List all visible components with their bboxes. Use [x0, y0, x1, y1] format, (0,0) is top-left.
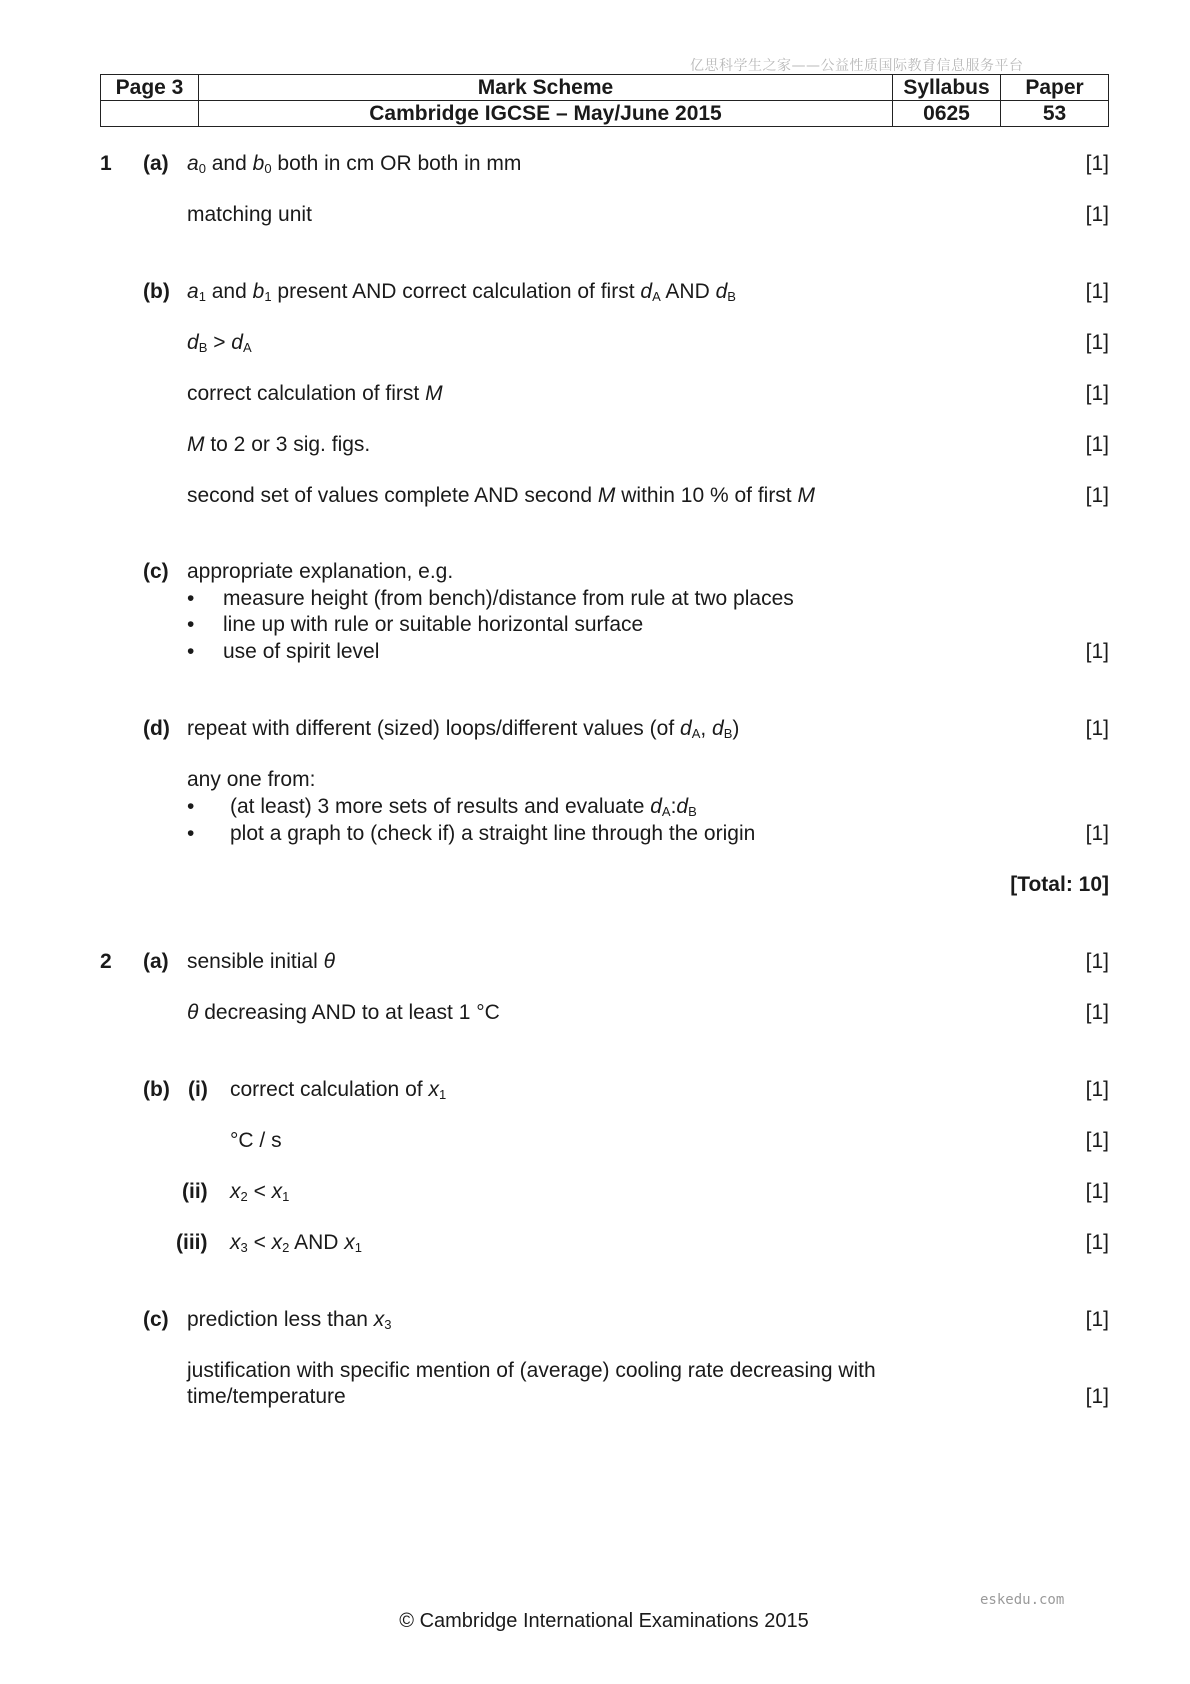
answer-text: repeat with different (sized) loops/different values (of $d_A$, $d_B$) [187, 717, 740, 741]
answer-text: sensible initial θ [187, 950, 335, 973]
answer-text: M to 2 or 3 sig. figs. [187, 433, 371, 456]
header-subtitle: Cambridge IGCSE – May/June 2015 [199, 101, 893, 127]
answer-text: θ decreasing AND to at least 1 °C [187, 1001, 500, 1024]
part-label: (b) [143, 280, 170, 303]
bullet-text: use of spirit level [223, 640, 380, 663]
part-label: (a) [143, 950, 169, 973]
bullet-icon: • [187, 640, 195, 663]
answer-text: $x_2 < x_1$ [230, 1180, 290, 1204]
part-label: (a) [143, 152, 169, 175]
bullet-icon: • [187, 613, 195, 636]
header-blank [101, 101, 199, 127]
question-number: 1 [100, 152, 112, 175]
header-page: Page 3 [101, 75, 199, 101]
bullet-icon: • [187, 822, 195, 845]
answer-text: $a_0$ and $b_0$ both in cm OR both in mm [187, 152, 522, 176]
watermark-top: 亿思科学生之家——公益性质国际教育信息服务平台 [690, 58, 1024, 74]
mark: [1] [1085, 1385, 1109, 1408]
bullet-icon: • [187, 795, 195, 818]
part-label: (c) [143, 1308, 169, 1331]
answer-text: °C / s [230, 1129, 282, 1152]
bullet-text: plot a graph to (check if) a straight line through the origin [230, 822, 756, 845]
total-marks: [Total: 10] [1010, 873, 1109, 896]
header-paper: 53 [1001, 101, 1109, 127]
answer-text: time/temperature [187, 1385, 346, 1408]
mark: [1] [1085, 1001, 1109, 1024]
answer-text: $d_B > d_A$ [187, 331, 252, 355]
answer-text: matching unit [187, 203, 312, 226]
mark: [1] [1085, 1078, 1109, 1101]
part-label: (d) [143, 717, 170, 740]
mark: [1] [1085, 152, 1109, 175]
bullet-text: measure height (from bench)/distance from rule at two places [223, 587, 794, 610]
bullet-text: (at least) 3 more sets of results and evaluate $d_A:d_B$ [230, 795, 697, 819]
mark: [1] [1085, 717, 1109, 740]
answer-text: any one from: [187, 768, 316, 791]
answer-text: prediction less than $x_3$ [187, 1308, 392, 1332]
watermark-bottom: eskedu.com [980, 1592, 1065, 1608]
mark: [1] [1085, 1129, 1109, 1152]
header-title: Mark Scheme [199, 75, 893, 101]
subpart-label: (ii) [182, 1180, 208, 1203]
part-label: (b) [143, 1078, 170, 1101]
mark: [1] [1085, 382, 1109, 405]
question-number: 2 [100, 950, 112, 973]
bullet-text: line up with rule or suitable horizontal surface [223, 613, 644, 636]
answer-text: appropriate explanation, e.g. [187, 560, 454, 583]
mark: [1] [1085, 640, 1109, 663]
mark: [1] [1085, 1308, 1109, 1331]
mark: [1] [1085, 331, 1109, 354]
answer-text: $x_3 < x_2$ AND $x_1$ [230, 1231, 362, 1255]
footer-copyright: © Cambridge International Examinations 2015 [399, 1610, 809, 1632]
header-table [100, 74, 1109, 127]
mark: [1] [1085, 203, 1109, 226]
answer-text: correct calculation of $x_1$ [230, 1078, 447, 1102]
mark: [1] [1085, 822, 1109, 845]
part-label: (c) [143, 560, 169, 583]
mark: [1] [1085, 1231, 1109, 1254]
bullet-icon: • [187, 587, 195, 610]
mark: [1] [1085, 484, 1109, 507]
answer-text: $a_1$ and $b_1$ present AND correct calculation of first $d_A$ AND $d_B$ [187, 280, 736, 304]
mark: [1] [1085, 950, 1109, 973]
answer-text: justification with specific mention of (average) cooling rate decreasing with [187, 1359, 876, 1382]
subpart-label: (iii) [176, 1231, 208, 1254]
mark: [1] [1085, 280, 1109, 303]
header-syllabus: 0625 [893, 101, 1001, 127]
mark: [1] [1085, 433, 1109, 456]
header-syllabus-label: Syllabus [893, 75, 1001, 101]
header-paper-label: Paper [1001, 75, 1109, 101]
mark: [1] [1085, 1180, 1109, 1203]
answer-text: correct calculation of first M [187, 382, 443, 405]
subpart-label: (i) [188, 1078, 208, 1101]
answer-text: second set of values complete AND second M within 10 % of first M [187, 484, 815, 507]
